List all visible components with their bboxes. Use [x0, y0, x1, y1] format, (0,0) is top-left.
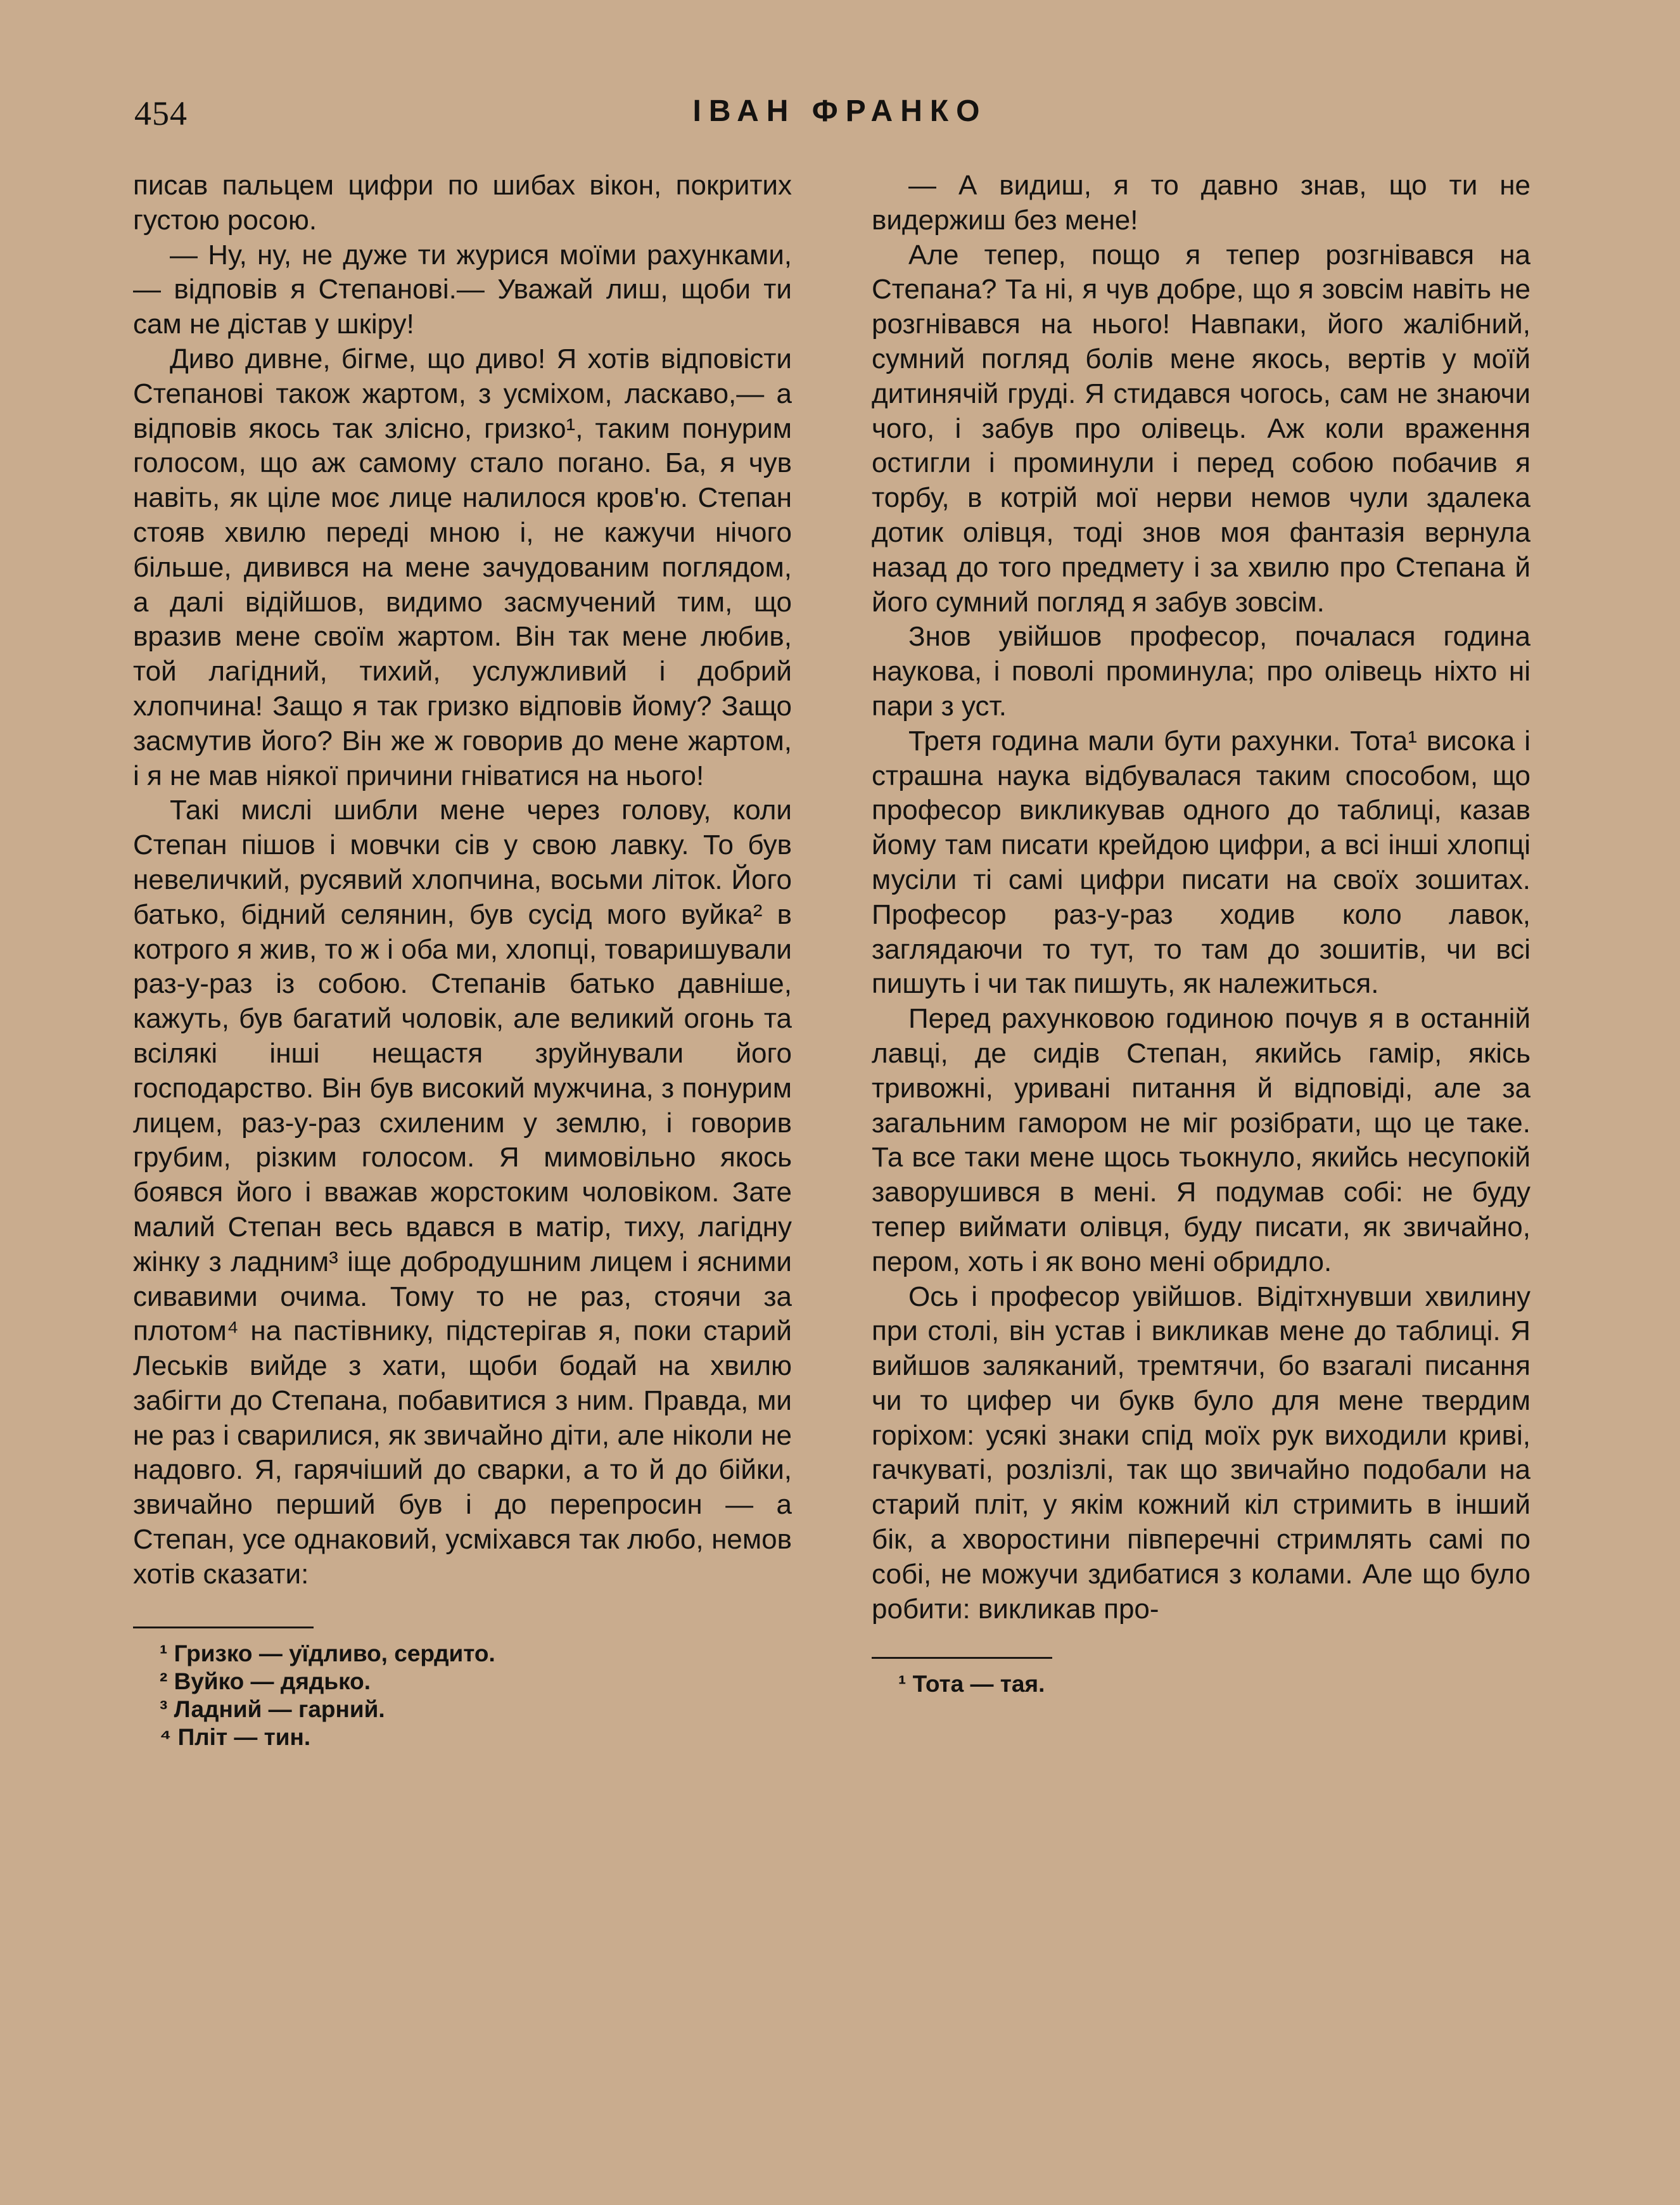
footnote: ² Вуйко — дядько.: [160, 1668, 371, 1694]
paragraph: Перед рахунковою годиною почув я в останній лавці, де сидів Степан, якийсь гамір, якісь тривожні, уривані питання й відповіді, але за загальним гамором не міг розібрати, що це таке. Та все таки мене щось тьокнуло, якийсь несупокій заворушився в мені. Я подумав собі: не буду тепер виймати олівця, буду писати, як звичайно, пером, хоть і як воно мені обридло.: [872, 1003, 1530, 1277]
running-title: ІВАН ФРАНКО: [692, 94, 988, 128]
page-number: 454: [134, 94, 188, 132]
paragraph: Такі мислі шибли мене через голову, коли Степан пішов і мовчки сів у свою лавку. То був невеличкий, русявий хлопчина, восьми літок. Його батько, бідний селянин, був сусід мого вуйка² в котрого я жив, то ж і оба ми, хлопці, товаришували раз-у-раз із собою. Степанів батько давніше, кажуть, був багатий чоловік, але великий огонь та всілякі інші нещастя зруйнували його господарство. Він був високий мужчина, з понурим лицем, раз-у-раз схиленим у землю, і говорив грубим, різким голосом. Я мимовільно якось боявся його і вважав жорстоким чоловіком. Зате малий Степан весь вдався в матір, тиху, лагідну жінку з ладним³ іще добродушним лицем і ясними сивавими очима. Тому то не раз, стоячи за плотом⁴ на пастівнику, підстерігав я, поки старий Леськів вийде з хати, щоби бодай на хвилю забігти до Степана, побавитися з ним. Правда, ми не раз і сварилися, як звичайно діти, але ніколи не надовго. Я, гарячіший до сварки, а то й до бійки, звичайно перший був і до перепросин — а Степан, усе однаковий, усміхався так любо, немов хотів сказати:: [133, 795, 792, 1590]
footnote-divider: [133, 1627, 314, 1628]
footnote: ⁴ Пліт — тин.: [160, 1723, 311, 1750]
paragraph: Ось і професор увійшов. Відітхнувши хвилину при столі, він устав і викликав мене до таблиці. Я вийшов заляканий, тремтячи, бо взагалі писання чи то цифер чи букв було для мене твердим горіхом: усякі знаки спід моїх рук виходили криві, гачкуваті, розлізлі, так що звичайно подобали на старий пліт, у якім кожний кіл стримить в інший бік, а хворостини півперечні стримлять самі по собі, не можучи здибатися з колами. Але що було робити: викликав про-: [872, 1281, 1530, 1625]
footnote-divider: [872, 1657, 1052, 1659]
paragraph: — Ну, ну, не дуже ти журися моїми рахунками, — відповів я Степанові.— Уважай лиш, щоби ти сам не дістав у шкіру!: [133, 239, 792, 340]
paragraph: писав пальцем цифри по шибах вікон, покритих густою росою.: [133, 170, 792, 236]
paragraph: Третя година мали бути рахунки. Тота¹ висока і страшна наука відбувалася таким способом, що професор викликував одного до таблиці, казав йому там писати крейдою цифри, а всі інші хлопці мусіли ті самі цифри писати на своїх зошитах. Професор раз-у-раз ходив коло лавок, заглядаючи то тут, то там до зошитів, чи всі пишуть і чи так пишуть, як належиться.: [872, 725, 1530, 1000]
paragraph: — А видиш, я то давно знав, що ти не видержиш без мене!: [872, 170, 1530, 236]
footnote: ¹ Тота — тая.: [898, 1671, 1045, 1697]
paragraph: Але тепер, пощо я тепер розгнівався на Степана? Та ні, я чув добре, що я зовсім навіть не розгнівався на нього! Навпаки, його жалібний, сумний погляд болів мене якось, вертів у моїй дитинячій груді. Я стидався чогось, сам не знаючи чого, і забув про олівець. Аж коли враження остигли і проминули і перед собою побачив я торбу, в котрій мої нерви немов чули здалека дотик олівця, тоді знов моя фантазія вернула назад до того предмету і за хвилю про Степана й його сумний погляд я забув зовсім.: [872, 239, 1530, 618]
footnote: ¹ Гризко — уїдливо, сердито.: [160, 1640, 495, 1666]
paragraph: Знов увійшов професор, почалася година наукова, і поволі проминула; про олівець ніхто ні пари з уст.: [872, 621, 1530, 722]
paragraph: Диво дивне, бігме, що диво! Я хотів відповісти Степанові також жартом, з усміхом, ласкаво,— а відповів якось так злісно, гризко¹, таким понурим голосом, що аж самому стало погано. Ба, я чув навіть, як ціле моє лице налилося кров'ю. Степан стояв хвилю переді мною і, не кажучи нічого більше, дивився на мене зачудованим поглядом, а далі відійшов, видимо засмучений тим, що вразив мене своїм жартом. Він так мене любив, той лагідний, тихий, услужливий і добрий хлопчина! Защо я так гризко відповів йому? Защо засмутив його? Він же ж говорив до мене жартом, і я не мав ніякої причини гніватися на нього!: [133, 343, 792, 791]
footnote: ³ Ладний — гарний.: [160, 1696, 385, 1722]
left-column: [133, 169, 792, 1751]
right-column: [872, 169, 1530, 1698]
page-header: [134, 94, 1546, 139]
